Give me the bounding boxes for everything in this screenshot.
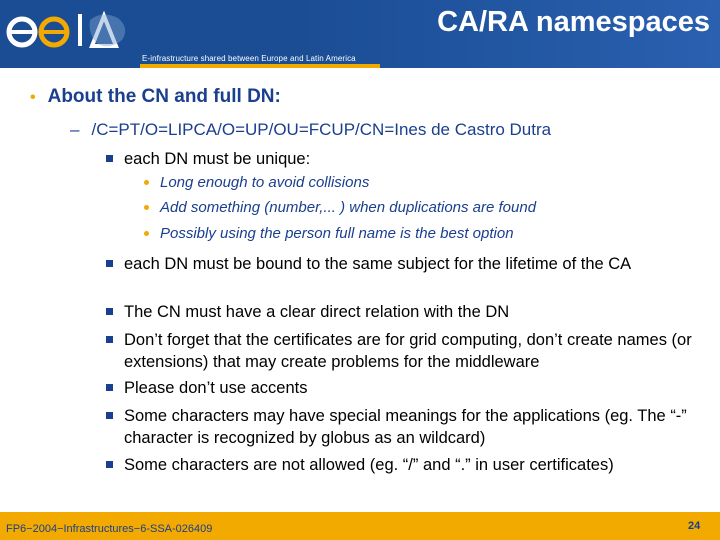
sub-point-text: Possibly using the person full name is the best option bbox=[160, 225, 514, 242]
rule-text: each DN must be bound to the same subject for the lifetime of the CA bbox=[124, 255, 632, 273]
dot-bullet-icon bbox=[144, 231, 149, 236]
square-bullet-icon bbox=[106, 308, 113, 315]
sub-point bbox=[144, 225, 514, 242]
dot-bullet-icon bbox=[144, 180, 149, 185]
rule-text: Some characters are not allowed (eg. “/” and “.” in user certificates) bbox=[124, 456, 614, 474]
rule-item bbox=[106, 301, 696, 323]
dash-bullet-icon: – bbox=[70, 120, 80, 139]
rule-text: Please don’t use accents bbox=[124, 379, 308, 397]
slide-header bbox=[0, 0, 720, 68]
slide-footer bbox=[0, 512, 720, 540]
eela-logo bbox=[6, 6, 136, 54]
main-bullet-text: About the CN and full DN: bbox=[47, 86, 281, 107]
rule-item bbox=[106, 454, 696, 476]
sub-point-text: Long enough to avoid collisions bbox=[160, 174, 370, 191]
square-bullet-icon bbox=[106, 155, 113, 162]
sub-point-text: Add something (number,... ) when duplications are found bbox=[160, 199, 537, 216]
bullet-dot-icon: • bbox=[30, 89, 36, 106]
square-bullet-icon bbox=[106, 336, 113, 343]
sub-point bbox=[144, 199, 536, 216]
dn-example-line bbox=[70, 120, 551, 140]
page-number: 24 bbox=[688, 520, 701, 532]
rule-item bbox=[106, 329, 696, 373]
rule-item bbox=[106, 148, 696, 170]
project-code: FP6−2004−Infrastructures−6-SSA-026409 bbox=[6, 523, 213, 535]
dot-bullet-icon bbox=[144, 205, 149, 210]
square-bullet-icon bbox=[106, 384, 113, 391]
rule-item bbox=[106, 253, 696, 275]
square-bullet-icon bbox=[106, 260, 113, 267]
slide-title: CA/RA namespaces bbox=[437, 6, 710, 38]
rule-text: Don’t forget that the certificates are for grid computing, don’t create names (or extensions) that may create problems for the middleware bbox=[124, 331, 692, 371]
sub-point bbox=[144, 174, 369, 191]
rule-text: each DN must be unique: bbox=[124, 150, 311, 168]
rule-item bbox=[106, 377, 696, 399]
rule-text: Some characters may have special meanings for the applications (eg. The “-” character is recognized by globus as an wildcard) bbox=[124, 407, 687, 447]
dn-example-text: /C=PT/O=LIPCA/O=UP/OU=FCUP/CN=Ines de Castro Dutra bbox=[91, 120, 552, 139]
tagline-underline bbox=[140, 64, 380, 68]
square-bullet-icon bbox=[106, 461, 113, 468]
rule-item bbox=[106, 405, 696, 449]
main-bullet bbox=[30, 86, 281, 108]
header-tagline: E-infrastructure shared between Europe and Latin America bbox=[142, 54, 356, 63]
rule-text: The CN must have a clear direct relation with the DN bbox=[124, 303, 510, 321]
square-bullet-icon bbox=[106, 412, 113, 419]
